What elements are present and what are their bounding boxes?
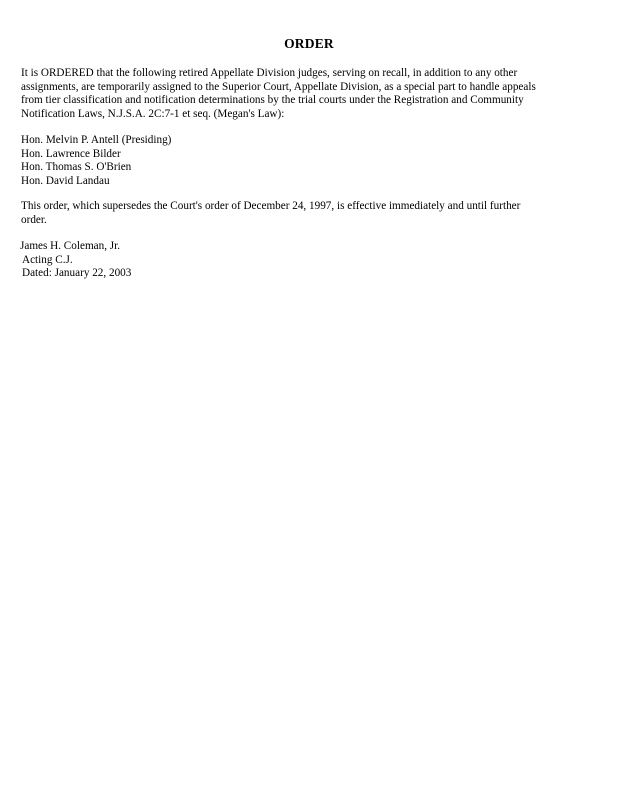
paragraph-line: Notification Laws, N.J.S.A. 2C:7-1 et seq. (Megan's Law): (21, 107, 285, 120)
paragraph-line: It is ORDERED that the following retired Appellate Division judges, serving on recall, in addition to any other (21, 67, 518, 79)
signature-date: Dated: January 22, 2003 (22, 267, 132, 279)
judges-list (21, 134, 601, 188)
judge-item: Hon. Lawrence Bilder (21, 147, 121, 160)
supersedes-paragraph (21, 200, 601, 227)
order-title: ORDER (284, 36, 334, 51)
paragraph-line: order. (21, 213, 47, 226)
judge-item: Hon. Thomas S. O'Brien (21, 161, 132, 173)
signatory-name: James H. Coleman, Jr. (20, 240, 121, 252)
paragraph-line: from tier classification and notification determinations by the trial courts under the Registration and Community (21, 94, 524, 106)
judge-item: Hon. Melvin P. Antell (Presiding) (21, 134, 172, 146)
signatory-title: Acting C.J. (22, 253, 73, 266)
signature-block (20, 240, 600, 281)
order-paragraph (21, 67, 601, 121)
judge-item: Hon. David Landau (21, 174, 110, 187)
paragraph-line: This order, which supersedes the Court's order of December 24, 1997, is effective immediately and until further (21, 200, 521, 212)
paragraph-line: assignments, are temporarily assigned to the Superior Court, Appellate Division, as a special part to handle appeals (21, 80, 536, 93)
